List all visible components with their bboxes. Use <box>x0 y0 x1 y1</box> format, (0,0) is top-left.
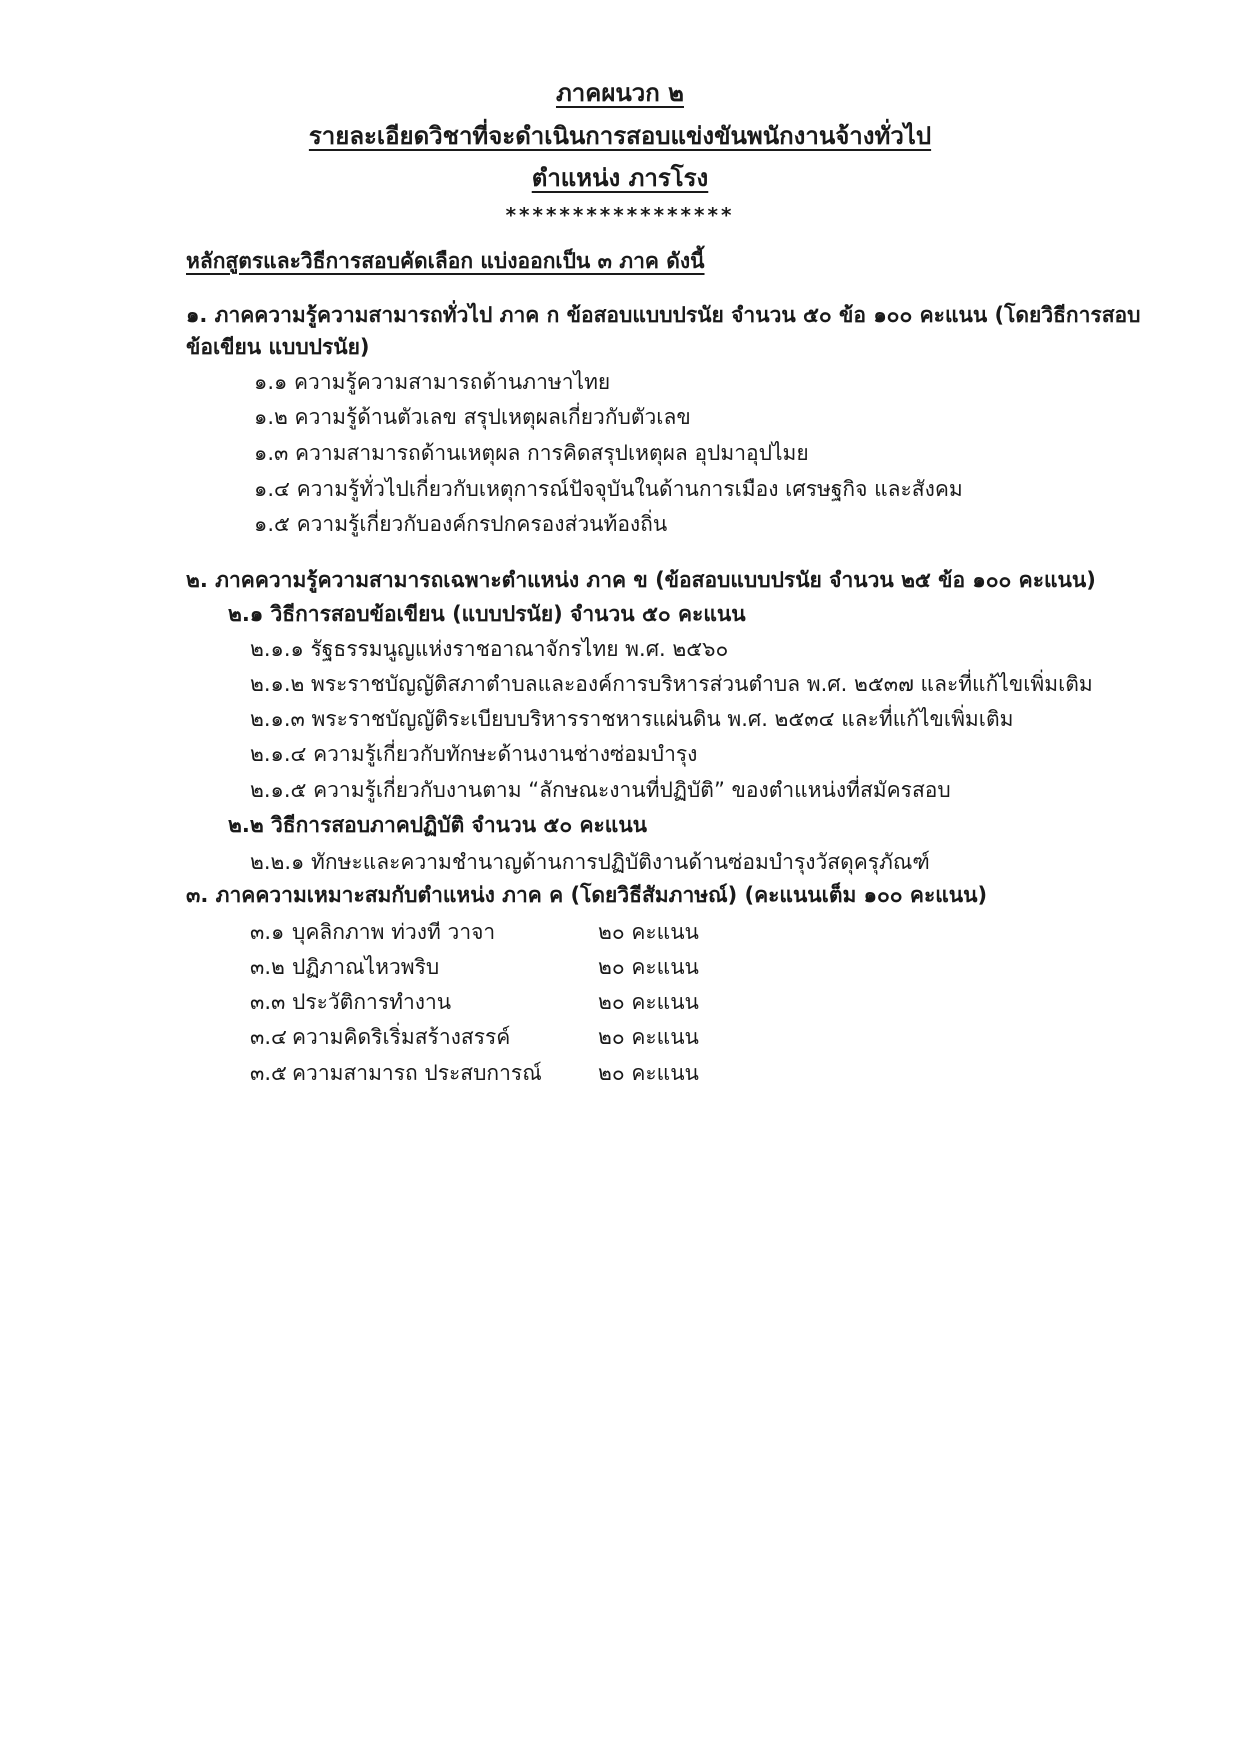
section2-1-item: ๒.๑.๔ ความรู้เกี่ยวกับทักษะด้านงานช่างซ่อมบำรุง <box>250 742 698 766</box>
document-title: รายละเอียดวิชาที่จะดำเนินการสอบแข่งขันพนักงานจ้างทั่วไป <box>308 122 932 150</box>
section1-heading: ๑. ภาคความรู้ความสามารถทั่วไป ภาค ก ข้อสอบแบบปรนัย จำนวน ๕๐ ข้อ ๑๐๐ คะแนน (โดยวิธีการสอบ <box>186 303 1141 327</box>
section3-item-number: ๓.๔ <box>250 1025 287 1049</box>
section3-heading: ๓. ภาคความเหมาะสมกับตำแหน่ง ภาค ค (โดยวิธีสัมภาษณ์) (คะแนนเต็ม ๑๐๐ คะแนน) <box>186 883 988 907</box>
position-title: ตำแหน่ง ภารโรง <box>531 164 709 192</box>
section3-item <box>250 987 1010 1017</box>
section1-item: ๑.๑ ความรู้ความสามารถด้านภาษาไทย <box>254 370 611 394</box>
section3-item <box>250 1022 1010 1052</box>
section1-heading-cont: ข้อเขียน แบบปรนัย) <box>186 335 370 359</box>
section2-heading: ๒. ภาคความรู้ความสามารถเฉพาะตำแหน่ง ภาค ข (ข้อสอบแบบปรนัย จำนวน ๒๕ ข้อ ๑๐๐ คะแนน) <box>186 568 1096 592</box>
section3-item-label: ประวัติการทำงาน <box>292 990 452 1014</box>
section3-item-score: ๒๐ คะแนน <box>598 1061 699 1085</box>
section2-1-item: ๒.๑.๑ รัฐธรรมนูญแห่งราชอาณาจักรไทย พ.ศ. ๒๕๖๐ <box>250 637 729 661</box>
section3-item-number: ๓.๑ <box>250 920 285 944</box>
section3-item-label: ความสามารถ ประสบการณ์ <box>292 1061 542 1085</box>
section1-item: ๑.๒ ความรู้ด้านตัวเลข สรุปเหตุผลเกี่ยวกับตัวเลข <box>254 405 691 429</box>
section3-item-score: ๒๐ คะแนน <box>598 1025 699 1049</box>
section2-1-heading: ๒.๑ วิธีการสอบข้อเขียน (แบบปรนัย) จำนวน ๕๐ คะแนน <box>228 602 746 626</box>
section1-item: ๑.๔ ความรู้ทั่วไปเกี่ยวกับเหตุการณ์ปัจจุบันในด้านการเมือง เศรษฐกิจ และสังคม <box>254 477 963 501</box>
appendix-title: ภาคผนวก ๒ <box>555 79 684 107</box>
section1-item: ๑.๕ ความรู้เกี่ยวกับองค์กรปกครองส่วนท้องถิ่น <box>254 512 668 536</box>
star-divider: ***************** <box>505 203 735 227</box>
section3-item-number: ๓.๕ <box>250 1061 287 1085</box>
section3-item <box>250 1058 1010 1088</box>
section3-item-number: ๓.๒ <box>250 955 285 979</box>
section2-1-item: ๒.๑.๕ ความรู้เกี่ยวกับงานตาม “ลักษณะงานที่ปฏิบัติ” ของตำแหน่งที่สมัครสอบ <box>250 778 951 802</box>
section3-item-score: ๒๐ คะแนน <box>598 990 699 1014</box>
section2-1-item: ๒.๑.๒ พระราชบัญญัติสภาตำบลและองค์การบริหารส่วนตำบล พ.ศ. ๒๕๓๗ และที่แก้ไขเพิ่มเติม <box>250 672 1093 696</box>
section3-item-label: บุคลิกภาพ ท่วงที วาจา <box>292 920 496 944</box>
section2-1-item: ๒.๑.๓ พระราชบัญญัติระเบียบบริหารราชหารแผ่นดิน พ.ศ. ๒๕๓๔ และที่แก้ไขเพิ่มเติม <box>250 707 1014 731</box>
section2-2-item: ๒.๒.๑ ทักษะและความชำนาญด้านการปฏิบัติงานด้านซ่อมบำรุงวัสดุครุภัณฑ์ <box>250 850 930 874</box>
section1-item: ๑.๓ ความสามารถด้านเหตุผล การคิดสรุปเหตุผล อุปมาอุปไมย <box>254 441 809 465</box>
section3-item-number: ๓.๓ <box>250 990 286 1014</box>
section3-item <box>250 917 1010 947</box>
intro-heading: หลักสูตรและวิธีการสอบคัดเลือก แบ่งออกเป็น ๓ ภาค ดังนี้ <box>186 249 705 273</box>
section3-item-label: ปฏิภาณไหวพริบ <box>292 955 440 979</box>
section3-item-score: ๒๐ คะแนน <box>598 920 699 944</box>
section3-item <box>250 952 1010 982</box>
section3-item-label: ความคิดริเริ่มสร้างสรรค์ <box>292 1025 511 1049</box>
section2-2-heading: ๒.๒ วิธีการสอบภาคปฏิบัติ จำนวน ๕๐ คะแนน <box>228 813 648 837</box>
section3-item-score: ๒๐ คะแนน <box>598 955 699 979</box>
